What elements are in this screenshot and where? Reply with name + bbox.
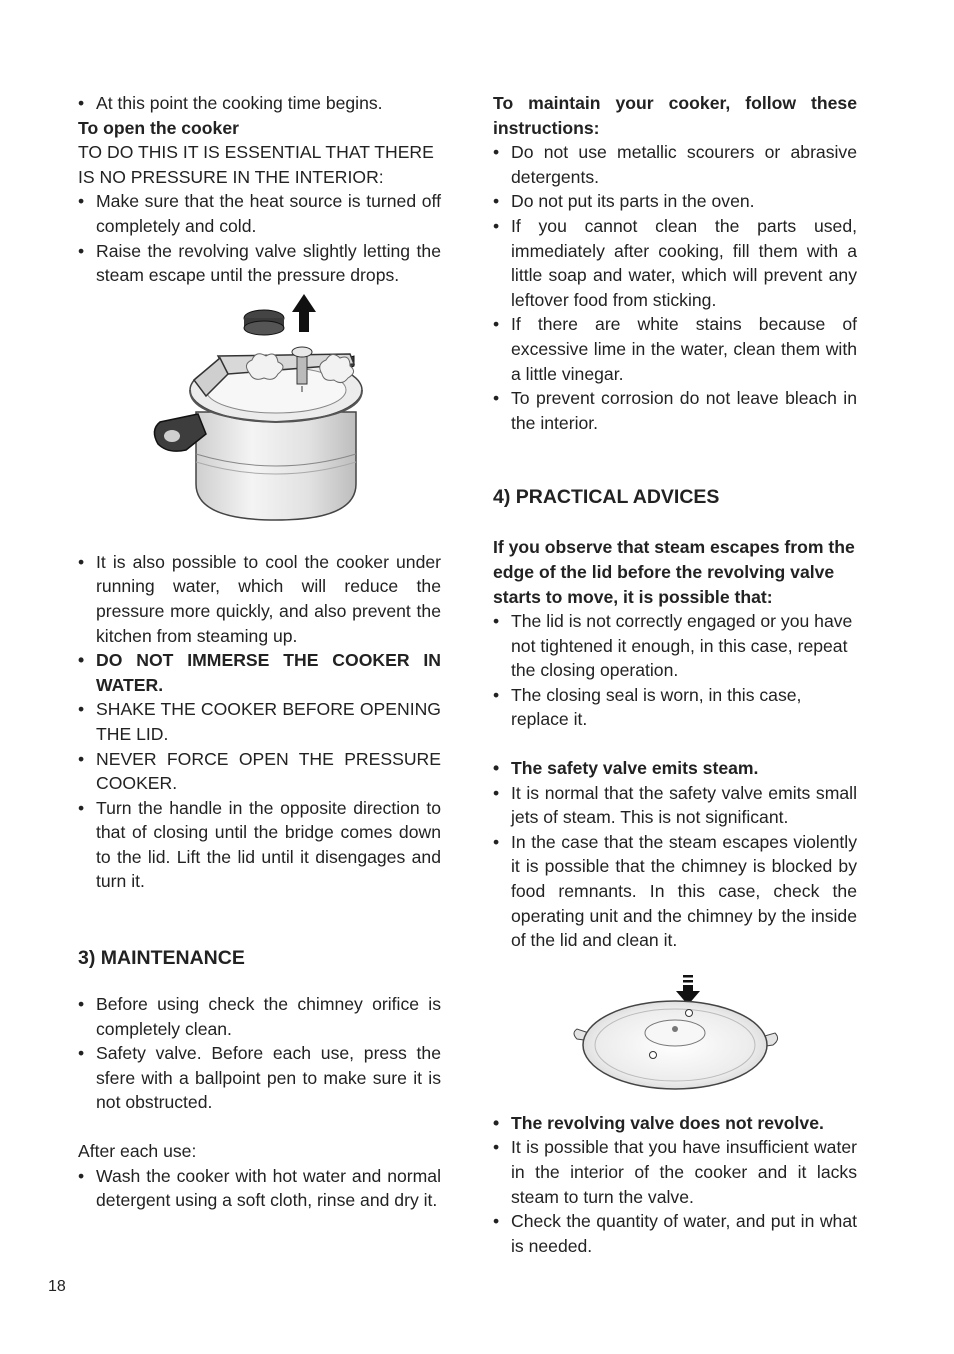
left-column [78,91,441,1213]
list-item: • Make sure that the heat source is turned off completely and cold. [78,189,441,238]
pressure-cooker-illustration [78,294,441,538]
after-use-list [78,1164,441,1213]
list-item: • Wash the cooker with hot water and normal detergent using a soft cloth, rinse and dry it. [78,1164,441,1213]
steam-edge-heading: If you observe that steam escapes from the edge of the lid before the revolving valve starts to move, it is possible that: [493,537,855,607]
maintenance-heading: 3) MAINTENANCE [78,947,245,970]
up-arrow-icon [292,294,316,332]
list-item: • To prevent corrosion do not leave bleach in the interior. [493,386,857,435]
safety-valve-heading: • The safety valve emits steam. [493,756,857,781]
list-item: • Do not use metallic scourers or abrasive detergents. [493,140,857,189]
revolving-valve-heading: • The revolving valve does not revolve. [493,1111,857,1136]
list-item: • NEVER FORCE OPEN THE PRESSURE COOKER. [78,747,441,796]
open-cooker-lead: TO DO THIS IT IS ESSENTIAL THAT THERE IS NO PRESSURE IN THE INTERIOR: [78,142,434,187]
practical-advices-heading: 4) PRACTICAL ADVICES [493,486,720,509]
list-item: • The lid is not correctly engaged or you have not tightened it enough, in this case, repeat the closing operation. [493,609,857,683]
list-item-warning: • DO NOT IMMERSE THE COOKER IN WATER. [78,648,441,697]
maintain-heading: To maintain your cooker, follow these instructions: [493,93,857,138]
list-item: • If there are white stains because of excessive lime in the water, clean them with a little vinegar. [493,312,857,386]
lid-illustration [493,973,857,1103]
list-item: • Check the quantity of water, and put in what is needed. [493,1209,857,1258]
list-item: • SHAKE THE COOKER BEFORE OPENING THE LID. [78,697,441,746]
cooling-list [78,550,441,894]
list-item: • At this point the cooking time begins. [78,91,441,116]
revolving-valve-list [493,1111,857,1259]
list-item: • The closing seal is worn, in this case, replace it. [493,683,857,732]
intro-list [78,91,441,116]
list-item: • Raise the revolving valve slightly letting the steam escape until the pressure drops. [78,239,441,288]
open-cooker-list [78,189,441,287]
list-item: • It is possible that you have insufficient water in the interior of the cooker and it lacks steam to turn the valve. [493,1135,857,1209]
maintenance-list [78,992,441,1115]
list-item: • It is normal that the safety valve emits small jets of steam. This is not significant. [493,781,857,830]
steam-edge-list [493,609,857,732]
list-item: • Turn the handle in the opposite direction to that of closing until the bridge comes down to the lid. Lift the lid until it disengages and turn it. [78,796,441,894]
open-cooker-heading: To open the cooker [78,117,239,138]
after-use-label: After each use: [78,1141,197,1162]
right-column [493,91,857,1258]
maintain-list [493,140,857,435]
safety-valve-list [493,756,857,953]
list-item: • Safety valve. Before each use, press the sfere with a ballpoint pen to make sure it is not obstructed. [78,1041,441,1115]
list-item: • In the case that the steam escapes violently it is possible that the chimney is blocked by food remnants. In this case, check the operating unit and the chimney by the inside of the lid and clean it. [493,830,857,953]
page-number: 18 [48,1278,66,1295]
list-item: • Do not put its parts in the oven. [493,189,857,214]
list-item: • It is also possible to cool the cooker under running water, which will reduce the pressure more quickly, and also prevent the kitchen from steaming up. [78,550,441,648]
list-item: • Before using check the chimney orifice is completely clean. [78,992,441,1041]
list-item: • If you cannot clean the parts used, immediately after cooking, fill them with a little soap and water, which will prevent any leftover food from sticking. [493,214,857,312]
